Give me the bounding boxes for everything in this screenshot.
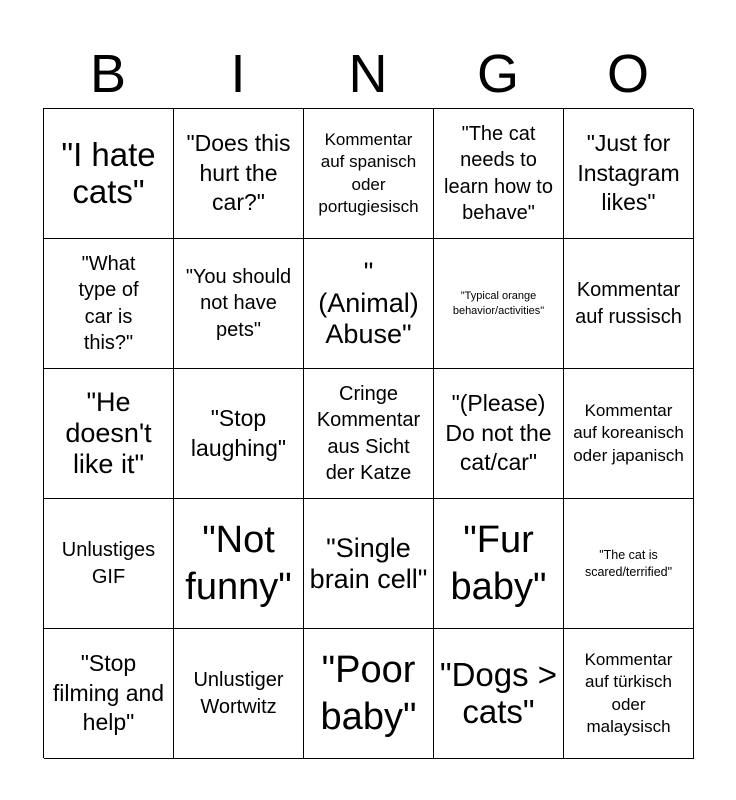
- cell-text: "Does this hurt the car?": [186, 129, 291, 216]
- header-letter-o: O: [606, 44, 649, 104]
- bingo-cell[interactable]: [174, 629, 304, 759]
- cell-text: Unlustiges GIF: [61, 539, 156, 588]
- bingo-cell[interactable]: [304, 629, 434, 759]
- cell-text: "Poor baby": [320, 649, 417, 738]
- bingo-cell[interactable]: [174, 109, 304, 239]
- header-letter-b: B: [89, 44, 127, 104]
- bingo-cell[interactable]: [44, 629, 174, 759]
- bingo-cell[interactable]: [304, 499, 434, 629]
- cell-text: "The cat needs to learn how to behave": [444, 122, 553, 224]
- cell-text: "Fur baby": [450, 519, 547, 608]
- bingo-cell[interactable]: [564, 629, 694, 759]
- bingo-cell[interactable]: [174, 499, 304, 629]
- header-letter-i: I: [230, 44, 246, 104]
- cell-text: "You should not have pets": [185, 265, 292, 341]
- bingo-cell[interactable]: [564, 369, 694, 499]
- bingo-cell[interactable]: [434, 499, 564, 629]
- cell-text: Unlustiger Wortwitz: [193, 669, 284, 718]
- cell-text: Cringe Kommentar aus Sicht der Katze: [316, 382, 421, 484]
- bingo-cell[interactable]: [44, 369, 174, 499]
- cell-text: "Just for Instagram likes": [577, 129, 680, 216]
- header-letter-g: G: [476, 44, 519, 104]
- bingo-cell[interactable]: [44, 239, 174, 369]
- cell-text: "Dogs > cats": [439, 656, 558, 730]
- bingo-cell[interactable]: [44, 499, 174, 629]
- cell-text: "Single brain cell": [309, 532, 428, 594]
- bingo-header: [43, 40, 693, 108]
- cell-text: Kommentar auf türkisch oder malaysisch: [584, 650, 673, 736]
- cell-text: "(Please) Do not the cat/car": [445, 389, 552, 476]
- bingo-cell[interactable]: [434, 109, 564, 239]
- bingo-cell[interactable]: [564, 109, 694, 239]
- cell-text: "I hate cats": [61, 136, 156, 210]
- cell-text: "He doesn't like it": [65, 387, 152, 479]
- bingo-cell[interactable]: [434, 369, 564, 499]
- cell-text: "Stop laughing": [190, 404, 287, 461]
- bingo-cell[interactable]: [174, 369, 304, 499]
- bingo-grid: [43, 108, 693, 758]
- cell-text: Kommentar auf spanisch oder portugiesisch: [318, 130, 419, 216]
- cell-text: "Stop filming and help": [52, 649, 165, 736]
- cell-text: "Not funny": [185, 519, 292, 608]
- bingo-cell[interactable]: [434, 629, 564, 759]
- cell-text: Kommentar auf koreanisch oder japanisch: [573, 401, 684, 465]
- bingo-cell[interactable]: [304, 369, 434, 499]
- bingo-cell[interactable]: [304, 109, 434, 239]
- bingo-cell[interactable]: [564, 499, 694, 629]
- bingo-cell[interactable]: [304, 239, 434, 369]
- cell-text: "What type of car is this?": [78, 252, 139, 354]
- cell-text: " (Animal) Abuse": [318, 257, 419, 349]
- bingo-cell[interactable]: [174, 239, 304, 369]
- bingo-cell[interactable]: [44, 109, 174, 239]
- bingo-cell[interactable]: [434, 239, 564, 369]
- cell-text: "Typical orange behavior/activities": [452, 289, 545, 317]
- cell-text: "The cat is scared/terrified": [584, 548, 673, 579]
- header-letter-n: N: [348, 44, 388, 104]
- cell-text: Kommentar auf russisch: [575, 279, 682, 328]
- bingo-cell[interactable]: [564, 239, 694, 369]
